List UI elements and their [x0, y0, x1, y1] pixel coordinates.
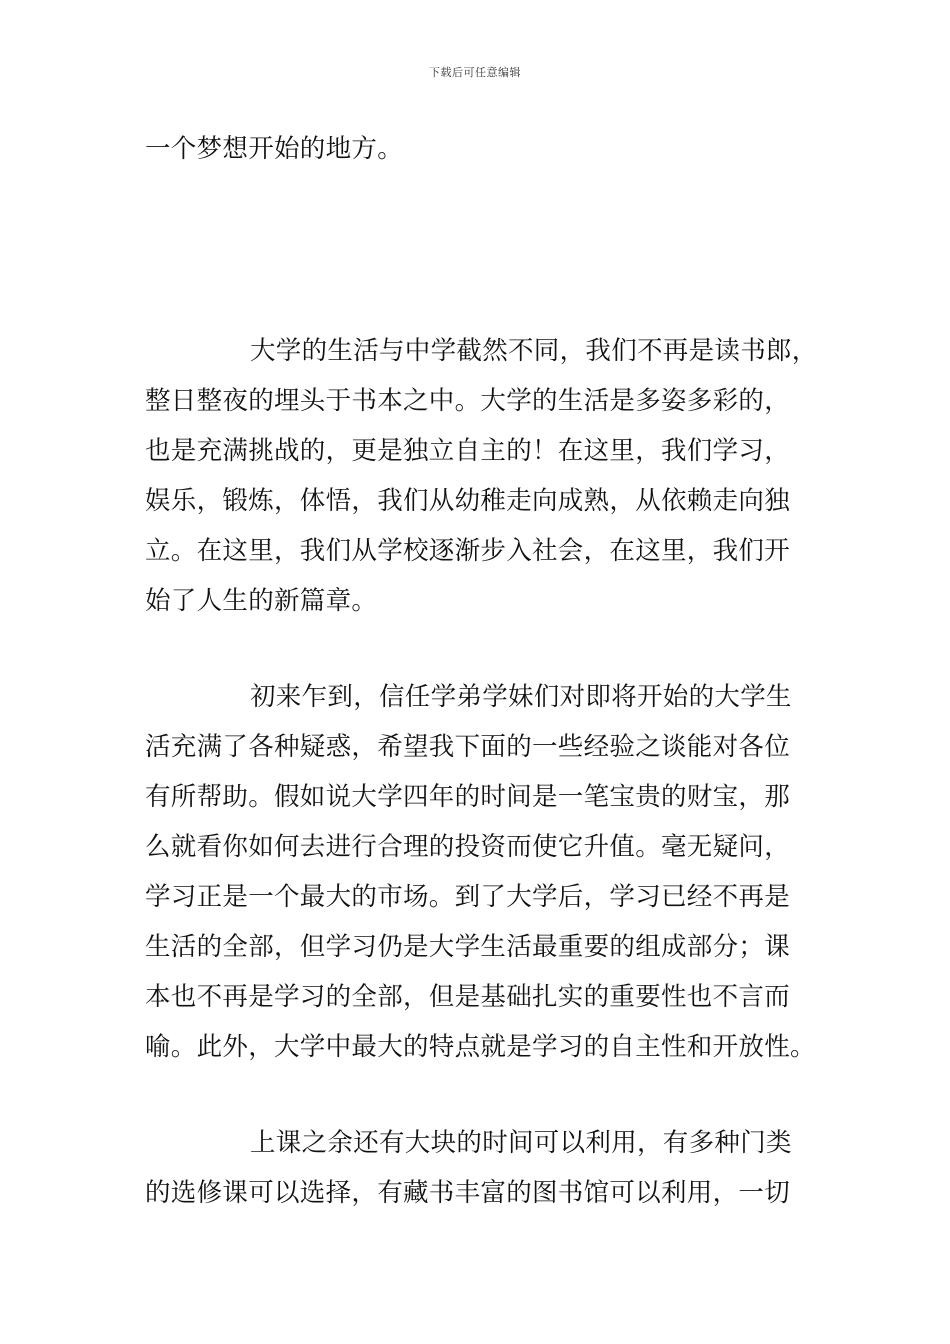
page-header-note: 下载后可任意编辑 — [429, 66, 521, 79]
text-line: 也是充满挑战的，更是独立自主的！在这里，我们学习， — [145, 436, 791, 466]
text-line: 有所帮助。假如说大学四年的时间是一笔宝贵的财宝，那 — [145, 782, 791, 812]
text-line: 一个梦想开始的地方。 — [145, 134, 404, 164]
text-line: 大学的生活与中学截然不同，我们不再是读书郎， — [250, 336, 818, 366]
text-line: 上课之余还有大块的时间可以利用，有多种门类 — [250, 1128, 792, 1158]
text-line: 喻。此外，大学中最大的特点就是学习的自主性和开放性。 — [145, 1032, 816, 1062]
text-line: 的选修课可以选择，有藏书丰富的图书馆可以利用，一切 — [145, 1178, 791, 1208]
text-line: 生活的全部，但学习仍是大学生活最重要的组成部分；课 — [145, 932, 791, 962]
text-line: 么就看你如何去进行合理的投资而使它升值。毫无疑问， — [145, 832, 791, 862]
text-line: 整日整夜的埋头于书本之中。大学的生活是多姿多彩的， — [145, 386, 791, 416]
text-line: 学习正是一个最大的市场。到了大学后，学习已经不再是 — [145, 882, 791, 912]
text-line: 本也不再是学习的全部，但是基础扎实的重要性也不言而 — [145, 982, 791, 1012]
text-line: 初来乍到，信任学弟学妹们对即将开始的大学生 — [250, 682, 792, 712]
text-line: 立。在这里，我们从学校逐渐步入社会，在这里，我们开 — [145, 536, 791, 566]
text-line: 始了人生的新篇章。 — [145, 586, 378, 616]
text-line: 娱乐，锻炼，体悟，我们从幼稚走向成熟，从依赖走向独 — [145, 486, 791, 516]
text-line: 活充满了各种疑惑，希望我下面的一些经验之谈能对各位 — [145, 732, 791, 762]
